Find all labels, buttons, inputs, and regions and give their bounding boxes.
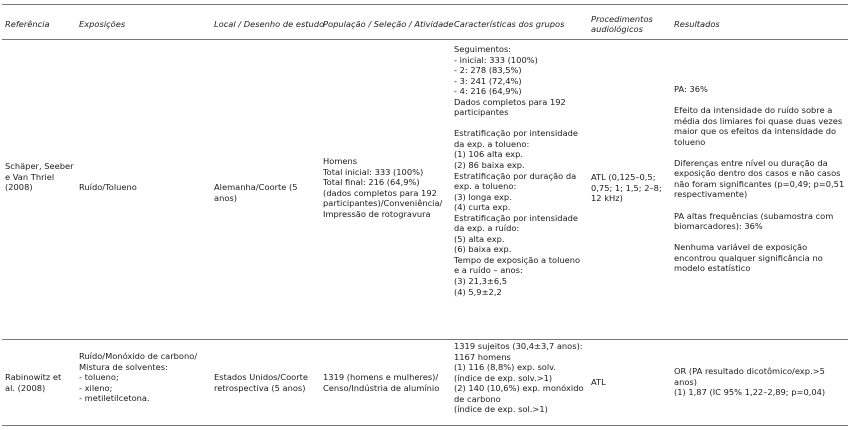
cell-line: (1) 116 (8,8%) exp. solv.	[454, 362, 557, 373]
cell-line: Estratificação por intensidade	[454, 212, 579, 223]
cell-line: maior que os efeitos da intensidade do	[674, 126, 837, 137]
header-procedimentos-line: audiológicos	[591, 24, 643, 34]
bottom-rule	[2, 425, 848, 426]
cell-line: ATL (0,125–0,5;	[591, 172, 656, 182]
cell-line: (5) alta exp.	[454, 233, 505, 244]
row1-referencia	[5, 161, 74, 193]
line-gap	[674, 95, 844, 106]
cell-line: (2) 86 baixa exp.	[454, 160, 525, 171]
cell-line: 1319 (homens e mulheres)/	[323, 372, 439, 382]
cell-line: participantes	[454, 107, 509, 118]
row2-caracteristicas	[454, 341, 584, 415]
cell-line: (dados completos para 192	[323, 187, 437, 198]
line-gap	[454, 118, 580, 129]
cell-line: - inicial: 333 (100%)	[454, 54, 538, 65]
cell-line: Tempo de exposição a tolueno	[454, 254, 581, 265]
header-populacao: População / Seleção / Atividade	[323, 19, 454, 29]
cell-line: (1) 106 alta exp.	[454, 149, 524, 160]
cell-line: - 2: 278 (83,5%)	[454, 65, 522, 76]
header-procedimentos-line: Procedimentos	[591, 14, 653, 24]
header-procedimentos	[591, 14, 653, 34]
cell-line: Ruído/Tolueno	[79, 182, 137, 192]
row1-resultados	[674, 84, 844, 274]
cell-line: (1) 1,87 (IC 95% 1,22–2,89; p=0,04)	[674, 387, 826, 398]
cell-line: Total final: 216 (64,9%)	[323, 177, 420, 188]
cell-line: Estratificação por duração da	[454, 170, 577, 181]
cell-line: Nenhuma variável de exposição	[674, 242, 808, 253]
row2-exposicoes	[79, 351, 197, 404]
cell-line: ATL	[591, 377, 606, 387]
header-resultados: Resultados	[674, 19, 720, 29]
cell-line: Rabinowitz et	[5, 372, 62, 382]
cell-line: Censo/Indústria de alumínio	[323, 382, 440, 393]
cell-line: Alemanha/Coorte (5	[214, 182, 298, 192]
cell-line: (4) curta exp.	[454, 202, 511, 213]
cell-line: - xileno;	[79, 382, 113, 393]
cell-line: - 3: 241 (72,4%)	[454, 75, 522, 86]
header-exposicoes: Exposições	[79, 19, 126, 29]
line-gap	[674, 232, 844, 243]
header-referencia: Referência	[5, 19, 50, 29]
cell-line: Homens	[323, 156, 358, 166]
row1-populacao	[323, 156, 442, 219]
cell-line: anos)	[674, 376, 697, 387]
cell-line: OR (PA resultado dicotômico/exp.>5	[674, 366, 825, 376]
row2-procedimentos	[591, 377, 606, 388]
cell-line: PA altas frequências (subamostra com	[674, 210, 834, 221]
row1-caracteristicas	[454, 44, 580, 297]
cell-line: 0,75; 1; 1,5; 2–8;	[591, 182, 662, 193]
cell-line: (3) longa exp.	[454, 191, 512, 202]
row1-exposicoes	[79, 182, 137, 193]
cell-line: e a ruído – anos:	[454, 265, 523, 276]
cell-line: Estratificação por intensidade	[454, 128, 579, 139]
header-rule	[2, 39, 848, 40]
cell-line: Dados completos para 192	[454, 96, 566, 107]
cell-line: (6) baixa exp.	[454, 244, 512, 255]
cell-line: PA: 36%	[674, 84, 708, 94]
cell-line: Impressão de rotogravura	[323, 208, 431, 219]
row2-resultados	[674, 366, 825, 398]
cell-line: 1319 sujeitos (30,4±3,7 anos):	[454, 341, 583, 351]
cell-line: da exp. a ruído:	[454, 223, 520, 234]
cell-line: média dos limiares foi quase duas vezes	[674, 115, 843, 126]
cell-line: Schäper, Seeber	[5, 161, 74, 171]
cell-line: participantes)/Conveniência/	[323, 198, 443, 209]
row2-populacao	[323, 372, 439, 393]
top-rule	[2, 4, 848, 5]
cell-line: encontrou qualquer significância no	[674, 252, 823, 263]
header-caracteristicas: Características dos grupos	[454, 19, 565, 29]
row1-local	[214, 182, 298, 203]
cell-line: - metiletilcetona.	[79, 393, 150, 404]
cell-line: 12 kHz)	[591, 193, 623, 204]
cell-line: modelo estatístico	[674, 263, 751, 274]
cell-line: Diferenças entre nível ou duração da	[674, 157, 828, 168]
cell-line: anos)	[214, 192, 237, 203]
cell-line: al. (2008)	[5, 382, 46, 393]
cell-line: (3) 21,3±6,5	[454, 276, 508, 287]
cell-line: da exp. a tolueno:	[454, 138, 530, 149]
cell-line: (índice de exp. sol.>1)	[454, 404, 548, 415]
cell-line: (índice de exp. solv.>1)	[454, 372, 553, 383]
cell-line: - 4: 216 (64,9%)	[454, 86, 522, 97]
row-divider	[2, 339, 848, 340]
cell-line: Total inicial: 333 (100%)	[323, 166, 424, 177]
cell-line: (4) 5,9±2,2	[454, 286, 502, 297]
cell-line: - tolueno;	[79, 372, 119, 383]
cell-line: 1167 homens	[454, 351, 511, 362]
cell-line: exposição dentro dos casos e não casos	[674, 168, 841, 179]
cell-line: de carbono	[454, 393, 501, 404]
cell-line: não foram significantes (p=0,49; p=0,51	[674, 178, 845, 189]
cell-line: retrospectiva (5 anos)	[214, 382, 306, 393]
row2-local	[214, 372, 308, 393]
cell-line: e Van Thriel	[5, 171, 55, 182]
header-local: Local / Desenho de estudo	[214, 19, 325, 29]
row1-procedimentos	[591, 172, 662, 204]
cell-line: tolueno	[674, 136, 706, 147]
cell-line: respectivamente)	[674, 189, 748, 200]
cell-line: biomarcadores): 36%	[674, 221, 763, 232]
line-gap	[674, 200, 844, 211]
cell-line: Efeito da intensidade do ruído sobre a	[674, 105, 833, 116]
row2-referencia	[5, 372, 61, 393]
cell-line: Mistura de solventes:	[79, 361, 168, 372]
cell-line: Ruído/Monóxido de carbono/	[79, 351, 198, 361]
cell-line: Seguimentos:	[454, 44, 512, 54]
cell-line: exp. a tolueno:	[454, 181, 517, 192]
cell-line: (2008)	[5, 182, 33, 193]
cell-line: Estados Unidos/Coorte	[214, 372, 309, 382]
cell-line: (2) 140 (10,6%) exp. monóxido	[454, 383, 584, 394]
line-gap	[674, 147, 844, 158]
